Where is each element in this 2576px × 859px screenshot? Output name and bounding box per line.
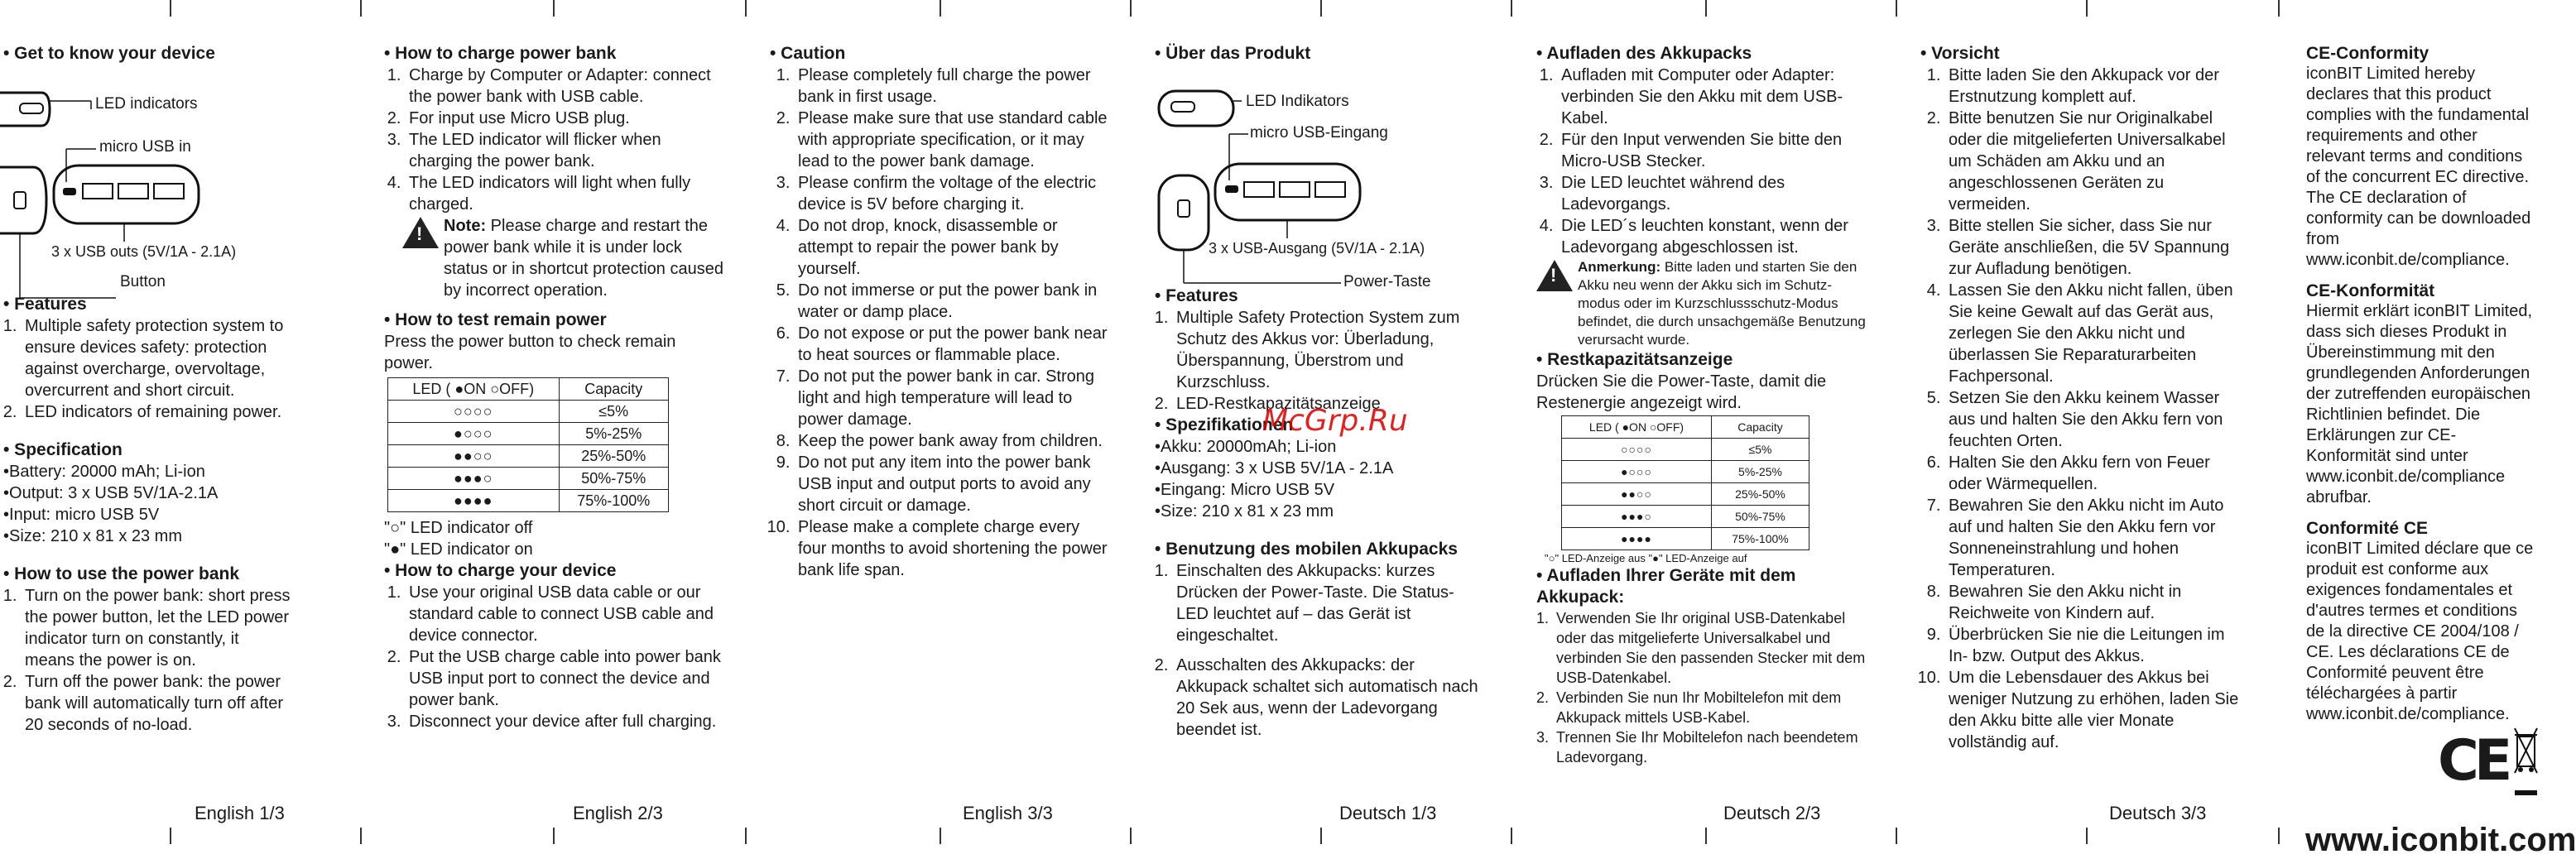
watermark: McGrp.Ru <box>1262 404 1408 438</box>
list-item: • Input: micro USB 5V <box>3 504 291 525</box>
list-item: • Battery: 20000 mAh; Li-ion <box>3 461 291 482</box>
warning-icon <box>1536 260 1573 291</box>
heading-usage: • Benutzung des mobilen Akkupacks <box>1155 540 1458 559</box>
note-text: Please charge and restart the power bank while it is under lock status or in shortcut protection caused by incorrect operation. <box>444 217 723 300</box>
capacity-cell: 75%-100% <box>559 490 669 512</box>
capacity-cell: 5%-25% <box>559 423 669 445</box>
note-block <box>1536 258 1867 349</box>
list-item: 3. Disconnect your device after full charging. <box>406 711 723 732</box>
list-item: 1. Multiple safety protection system to ensure devices safety: protection against overcharge, overvoltage, overcurrent and short circuit. <box>22 315 291 401</box>
table-row <box>388 468 669 490</box>
heading-conformite-ce: Conformité CE <box>2306 519 2428 538</box>
list-item: • Size: 210 x 81 x 23 mm <box>1155 501 1486 522</box>
list-item: 2. LED-Restkapazitätsanzeige <box>1173 393 1486 415</box>
label-led-indicators: LED Indikators <box>1246 93 1349 110</box>
page-ce <box>2285 0 2537 844</box>
heading-charge-device: • Aufladen Ihrer Geräte mit dem Akkupack: <box>1536 566 1796 607</box>
list-item: 1. Einschalten des Akkupacks: kurzes Drücken der Power-Taste. Die Status-LED leuchtet auf – das Gerät ist eingeschaltet. <box>1173 560 1486 646</box>
list-item: • Ausgang: 3 x USB 5V/1A - 2.1A <box>1155 458 1486 479</box>
note-label: Anmerkung: <box>1578 259 1661 275</box>
list-item: 4. Lassen Sie den Akku nicht fallen, üben Sie keine Gewalt auf das Gerät aus, zerlegen Sie den Akku nicht und überlassen Sie Reparaturarbeiten Fachpersonal. <box>1945 280 2239 387</box>
heading-how-to-charge: • How to charge power bank <box>384 44 617 63</box>
list-item: 2. Für den Input verwenden Sie bitte den Micro-USB Stecker. <box>1558 129 1867 172</box>
list-item: 3. Trennen Sie Ihr Mobiltelefon nach beendetem Ladevorgang. <box>1553 727 1867 767</box>
use-list <box>3 585 291 736</box>
led-cell: ●●○○ <box>388 445 560 468</box>
heading-features: • Features <box>1155 286 1238 305</box>
column-header-capacity: Capacity <box>559 378 669 401</box>
page-english-1 <box>0 0 381 844</box>
heading-caution: • Vorsicht <box>1920 44 2000 63</box>
led-cell: ○○○○ <box>1562 439 1712 461</box>
capacity-cell: 50%-75% <box>1711 506 1809 528</box>
led-cell: ○○○○ <box>388 401 560 423</box>
capacity-cell: ≤5% <box>559 401 669 423</box>
list-item: 1. Turn on the power bank: short press the power button, let the LED power indicator turn on constantly, it means the power is on. <box>22 585 291 671</box>
device-list <box>384 582 723 732</box>
list-item: 1. Aufladen mit Computer oder Adapter: verbinden Sie den Akku mit dem USB-Kabel. <box>1558 65 1867 129</box>
capacity-table <box>1561 415 1809 550</box>
heading-charge-device: • How to charge your device <box>384 561 617 580</box>
device-list <box>1536 608 1867 767</box>
heading-features: • Features <box>3 295 87 314</box>
spec-list <box>3 461 291 547</box>
list-item: 2. Put the USB charge cable into power bank USB input port to connect the device and power bank. <box>406 646 723 711</box>
column-header-capacity: Capacity <box>1711 416 1809 439</box>
list-item: 2. Verbinden Sie nun Ihr Mobiltelefon mit dem Akkupack mittels USB-Kabel. <box>1553 688 1867 727</box>
capacity-table <box>387 377 669 512</box>
page-footer: English 1/3 <box>195 803 285 823</box>
heading-intro: • Get to know your device <box>3 44 215 63</box>
list-item: 10. Please make a complete charge every four months to avoid shortening the power bank life span. <box>795 516 1108 581</box>
brand-url[interactable]: www.iconbit.com <box>2305 822 2576 858</box>
table-row <box>388 445 669 468</box>
list-item: 6. Halten Sie den Akku fern von Feuer oder Wärmequellen. <box>1945 452 2239 495</box>
list-item: • Output: 3 x USB 5V/1A-2.1A <box>3 482 291 504</box>
heading-ce-konformitaet: CE-Konformität <box>2306 281 2435 300</box>
page-english-3 <box>760 0 1141 844</box>
ce-text-de: Hiermit erklärt iconBIT Limited, dass sich dieses Produkt in Übereinstimmung mit den grundlegenden Anforderungen der zutreffenden europäischen Richtlinien befindet. Die Erklärungen zur CE-Konformität sind unter www.iconbit.de/compliance abrufbar. <box>2306 302 2533 506</box>
list-item: 8. Keep the power bank away from children. <box>795 430 1108 452</box>
use-list <box>1155 560 1486 741</box>
table-row <box>388 401 669 423</box>
list-item: 5. Do not immerse or put the power bank in water or damp place. <box>795 280 1108 323</box>
list-item: 1. Charge by Computer or Adapter: connect the power bank with USB cable. <box>406 65 723 108</box>
weee-bin-icon <box>2515 725 2537 783</box>
label-button: Button <box>120 273 166 290</box>
table-row <box>388 490 669 512</box>
list-item: 5. Setzen Sie den Akku keinem Wasser aus und halten Sie den Akku fern von feuchten Orten. <box>1945 387 2239 452</box>
page-footer: English 3/3 <box>963 803 1053 823</box>
caution-list <box>770 65 1108 581</box>
capacity-cell: 75%-100% <box>1711 528 1809 550</box>
list-item: 2. Ausschalten des Akkupacks: der Akkupack schaltet sich automatisch nach 20 Sek aus, wenn der Ladevorgang beendet ist. <box>1173 655 1486 741</box>
table-row <box>1562 528 1809 550</box>
page-deutsch-3 <box>1904 0 2285 844</box>
list-item: 2. Please make sure that use standard cable with appropriate specification, or it may lead to the power bank damage. <box>795 108 1108 172</box>
table-header-row <box>388 378 669 401</box>
led-off-legend: "○" LED indicator off <box>384 519 533 537</box>
spec-list <box>1155 436 1486 522</box>
list-item: • Size: 210 x 81 x 23 mm <box>3 525 291 547</box>
list-item: 2. Bitte benutzen Sie nur Originalkabel oder die mitgelieferten Universalkabel um Schäden am Akku und an angeschlossenen Geräten zu vermeiden. <box>1945 108 2239 215</box>
label-button: Power-Taste <box>1343 273 1431 290</box>
led-cell: ●○○○ <box>388 423 560 445</box>
note-text: Bitte laden und starten Sie den Akku neu wenn der Akku sich im Schutz-modus oder im Kurzschlussschutz-Modus befindet, die durch unsachgemäße Benutzung verursacht wurde. <box>1578 259 1866 348</box>
led-cell: ●●○○ <box>1562 483 1712 506</box>
list-item: 4. Do not drop, knock, disassemble or attempt to repair the power bank by yourself. <box>795 215 1108 280</box>
heading-caution: • Caution <box>770 44 846 63</box>
list-item: 3. Bitte stellen Sie sicher, dass Sie nur Geräte anschließen, die 5V Spannung zur Aufladung benötigen. <box>1945 215 2239 280</box>
list-item: 2. LED indicators of remaining power. <box>22 401 291 423</box>
list-item: 4. Die LED´s leuchten konstant, wenn der Ladevorgang abgeschlossen ist. <box>1558 215 1867 258</box>
list-item: 3. The LED indicator will flicker when charging the power bank. <box>406 129 723 172</box>
charge-list <box>1536 65 1867 258</box>
heading-remaining-capacity: • Restkapazitätsanzeige <box>1536 350 1733 369</box>
page-deutsch-2 <box>1525 0 1906 844</box>
table-row <box>1562 506 1809 528</box>
warning-icon <box>402 217 439 248</box>
list-item: 2. For input use Micro USB plug. <box>406 108 723 129</box>
led-cell: ●●●● <box>1562 528 1712 550</box>
led-cell: ●●●● <box>388 490 560 512</box>
label-usb-outs: 3 x USB-Ausgang (5V/1A - 2.1A) <box>1209 240 1425 257</box>
heading-how-to-use: • How to use the power bank <box>3 564 240 583</box>
table-row <box>1562 461 1809 483</box>
features-list <box>1155 307 1486 415</box>
led-legend: "○" LED-Anzeige aus "●" LED-Anzeige auf <box>1545 552 1747 564</box>
table-row <box>1562 439 1809 461</box>
capacity-cell: 50%-75% <box>559 468 669 490</box>
list-item: 1. Use your original USB data cable or our standard cable to connect USB cable and device connector. <box>406 582 723 646</box>
list-item: 9. Do not put any item into the power bank USB input and output ports to avoid any short circuit or damage. <box>795 452 1108 516</box>
list-item: 1. Bitte laden Sie den Akkupack vor der Erstnutzung komplett auf. <box>1945 65 2239 108</box>
list-item: 3. Please confirm the voltage of the electric device is 5V before charging it. <box>795 172 1108 215</box>
list-item: 7. Do not put the power bank in car. Strong light and high temperature will lead to power damage. <box>795 366 1108 430</box>
capacity-cell: 25%-50% <box>1711 483 1809 506</box>
list-item: 9. Überbrücken Sie nie die Leitungen im In- bzw. Output des Akkus. <box>1945 624 2239 667</box>
heading-intro: • Über das Produkt <box>1155 44 1311 63</box>
list-item: 8. Bewahren Sie den Akku nicht in Reichweite von Kindern auf. <box>1945 581 2239 624</box>
heading-specification: • Spezifikationen <box>1155 415 1294 434</box>
heading-specification: • Specification <box>3 440 123 459</box>
list-item: 1. Verwenden Sie Ihr original USB-Datenkabel oder das mitgelieferte Universalkabel und verbinden Sie den passenden Stecker mit dem USB-Datenkabel. <box>1553 608 1867 688</box>
test-text: Drücken Sie die Power-Taste, damit die Restenergie angezeigt wird. <box>1536 372 1827 412</box>
table-row <box>388 423 669 445</box>
charge-list <box>384 65 723 215</box>
table-header-row <box>1562 416 1809 439</box>
label-usb-outs: 3 x USB outs (5V/1A - 2.1A) <box>51 243 237 260</box>
list-item: 1. Please completely full charge the power bank in first usage. <box>795 65 1108 108</box>
list-item: 6. Do not expose or put the power bank near to heat sources or flammable place. <box>795 323 1108 366</box>
column-header-led: LED ( ●ON ○OFF) <box>388 378 560 401</box>
ce-text-fr: iconBIT Limited déclare que ce produit est conforme aux exigences fondamentales et d'autres termes et conditions de la directive CE 2004/108 / CE. Les déclarations CE de Conformité peuvent être téléchargées à partir www.iconbit.de/compliance. <box>2306 540 2534 723</box>
list-item: 4. The LED indicators will light when fully charged. <box>406 172 723 215</box>
note-label: Note: <box>444 217 487 235</box>
list-item: • Akku: 20000mAh; Li-ion <box>1155 436 1486 458</box>
table-row <box>1562 483 1809 506</box>
page-footer: Deutsch 3/3 <box>2109 803 2207 823</box>
list-item: 1. Multiple Safety Protection System zum Schutz des Akkus vor: Überladung, Überspannung, Überstrom und Kurzschluss. <box>1173 307 1486 393</box>
column-header-led: LED ( ●ON ○OFF) <box>1562 416 1712 439</box>
features-list <box>3 315 291 423</box>
ce-mark-logo: CE <box>2438 728 2508 794</box>
list-item: 7. Bewahren Sie den Akku nicht im Auto auf und halten Sie den Akku fern vor Sonneneinstrahlung und hohen Temperaturen. <box>1945 495 2239 581</box>
heading-test-power: • How to test remain power <box>384 310 607 329</box>
capacity-cell: 25%-50% <box>559 445 669 468</box>
label-led-indicators: LED indicators <box>95 95 198 113</box>
label-micro-usb: micro USB in <box>99 138 191 156</box>
list-item: • Eingang: Micro USB 5V <box>1155 479 1486 501</box>
heading-ce-conformity: CE-Conformity <box>2306 44 2429 63</box>
label-micro-usb: micro USB-Eingang <box>1250 124 1388 142</box>
led-cell: ●○○○ <box>1562 461 1712 483</box>
ce-text-en: iconBIT Limited hereby declares that this product complies with the fundamental requirements and other relevant terms and conditions of the concurrent EC directive. The CE declaration of conformity can be downloaded from www.iconbit.de/compliance. <box>2306 65 2531 269</box>
page-footer: Deutsch 1/3 <box>1339 803 1437 823</box>
capacity-cell: ≤5% <box>1711 439 1809 461</box>
page-footer: Deutsch 2/3 <box>1723 803 1821 823</box>
test-text: Press the power button to check remain power. <box>384 333 676 372</box>
led-cell: ●●●○ <box>1562 506 1712 528</box>
list-item: 2. Turn off the power bank: the power bank will automatically turn off after 20 seconds of no-load. <box>22 671 291 736</box>
page-footer: English 2/3 <box>573 803 663 823</box>
led-on-legend: "●" LED indicator on <box>384 540 533 559</box>
weee-bar <box>2515 790 2537 795</box>
capacity-cell: 5%-25% <box>1711 461 1809 483</box>
list-item: 10. Um die Lebensdauer des Akkus bei weniger Nutzung zu erhöhen, laden Sie den Akku bitte alle vier Monate vollständig auf. <box>1945 667 2239 753</box>
heading-charge: • Aufladen des Akkupacks <box>1536 44 1752 63</box>
led-cell: ●●●○ <box>388 468 560 490</box>
page-english-2 <box>381 0 762 844</box>
caution-list <box>1920 65 2239 753</box>
note-block <box>402 215 723 301</box>
list-item: 3. Die LED leuchtet während des Ladevorgangs. <box>1558 172 1867 215</box>
